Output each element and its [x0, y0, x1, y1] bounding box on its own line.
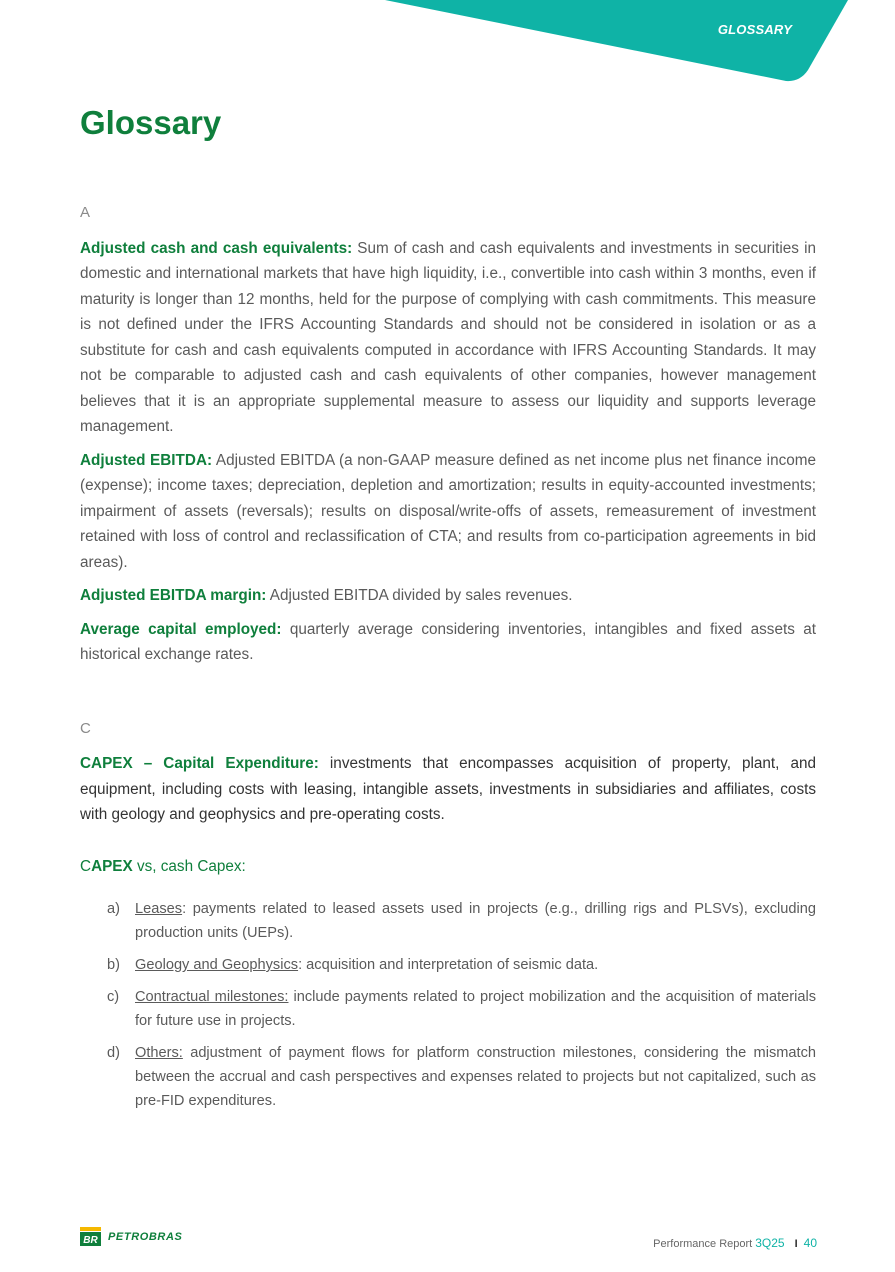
glossary-definition: quarterly average considering inventories, intangibles and fixed assets at historical exchange rates.	[80, 620, 816, 663]
list-item	[80, 897, 816, 945]
glossary-entry	[80, 583, 816, 609]
glossary-entry	[80, 236, 816, 440]
section-letter-c: C	[80, 719, 91, 737]
section-spacer	[80, 676, 816, 716]
list-marker: d)	[107, 1045, 120, 1061]
page-number: 40	[803, 1236, 817, 1250]
list-marker: b)	[107, 957, 120, 973]
list-item-text: adjustment of payment flows for platform construction milestones, considering the mismatch between the accrual and cash perspectives and expenses related to projects but not capitalized, such as pre-FID expenditures.	[135, 1045, 816, 1109]
glossary-term: Adjusted cash and cash equivalents:	[80, 239, 353, 257]
list-item-term: Contractual milestones:	[135, 989, 289, 1005]
list-item	[80, 1041, 816, 1113]
section-letter-a: A	[80, 204, 91, 221]
list-marker: a)	[107, 901, 120, 917]
header-banner-shape	[0, 0, 895, 90]
logo-badge-text: BR	[83, 1235, 98, 1246]
list-item-term: Geology and Geophysics	[135, 957, 299, 973]
glossary-definition: Sum of cash and cash equivalents and investments in securities in domestic and international markets that have high liquidity, i.e., convertible into cash within 3 months, even if maturity is longer than 12 months, held for the purpose of complying with cash commitments. This measure is not defined under the IFRS Accounting Standards and should not be considered in isolation or as a substitute for cash and cash equivalents computed in accordance with IFRS Accounting Standards. It may not be comparable to adjusted cash and cash equivalents of other companies, however management believes that it is an appropriate supplemental measure to assess our liquidity and supports leverage management.	[80, 239, 816, 435]
glossary-entry	[80, 751, 816, 828]
list-marker: c)	[107, 989, 120, 1005]
glossary-definition: Adjusted EBITDA (a non-GAAP measure defined as net income plus net finance income (expense); income taxes; depreciation, depletion and amortization; results in equity-accounted investments; impairment of assets (reversals); results on disposal/write-offs of assets, remeasurement of investment retained with loss of control and reclassification of CTA; and results from co-participation agreements in bid areas).	[80, 451, 816, 571]
page-title: Glossary	[80, 104, 222, 141]
logo-text: PETROBRAS	[108, 1230, 183, 1243]
capex-subheading	[80, 854, 816, 880]
br-logo-icon	[80, 1227, 101, 1246]
report-label: Performance Report	[653, 1238, 753, 1250]
subheading-suffix: vs, cash Capex:	[132, 857, 246, 875]
glossary-term: Adjusted EBITDA:	[80, 451, 213, 469]
report-quarter: 3Q25	[755, 1236, 785, 1250]
page-footer	[653, 1236, 817, 1250]
subheading-prefix: C	[80, 857, 92, 875]
glossary-definition: Adjusted EBITDA divided by sales revenues.	[266, 587, 573, 604]
glossary-definition: investments that encompasses acquisition of property, plant, and equipment, including costs with leasing, intangible assets, investments in subsidiaries and affiliates, costs with geology and geophysics and pre-operating costs.	[80, 755, 816, 823]
glossary-term: Adjusted EBITDA margin:	[80, 587, 267, 604]
glossary-entry	[80, 617, 816, 668]
glossary-content	[80, 200, 816, 1121]
subheading-strong: APEX	[91, 857, 133, 875]
list-item	[80, 985, 816, 1033]
section-label: GLOSSARY	[717, 22, 793, 37]
list-item	[80, 953, 816, 977]
glossary-entry	[80, 448, 816, 576]
list-item-text: : payments related to leased assets used in projects (e.g., drilling rigs and PLSVs), excluding production units (UEPs).	[135, 901, 816, 941]
list-item-text: include payments related to project mobilization and the acquisition of materials for future use in projects.	[135, 989, 816, 1029]
glossary-term: Average capital employed:	[80, 620, 282, 638]
list-item-text: : acquisition and interpretation of seismic data.	[298, 957, 599, 973]
capex-list	[80, 897, 816, 1113]
header-banner	[0, 0, 895, 90]
glossary-term: CAPEX – Capital Expenditure:	[80, 755, 319, 772]
petrobras-logo	[80, 1227, 182, 1246]
footer-separator: I	[794, 1238, 798, 1250]
list-item-term: Leases	[135, 901, 183, 917]
list-item-term: Others:	[135, 1045, 183, 1061]
